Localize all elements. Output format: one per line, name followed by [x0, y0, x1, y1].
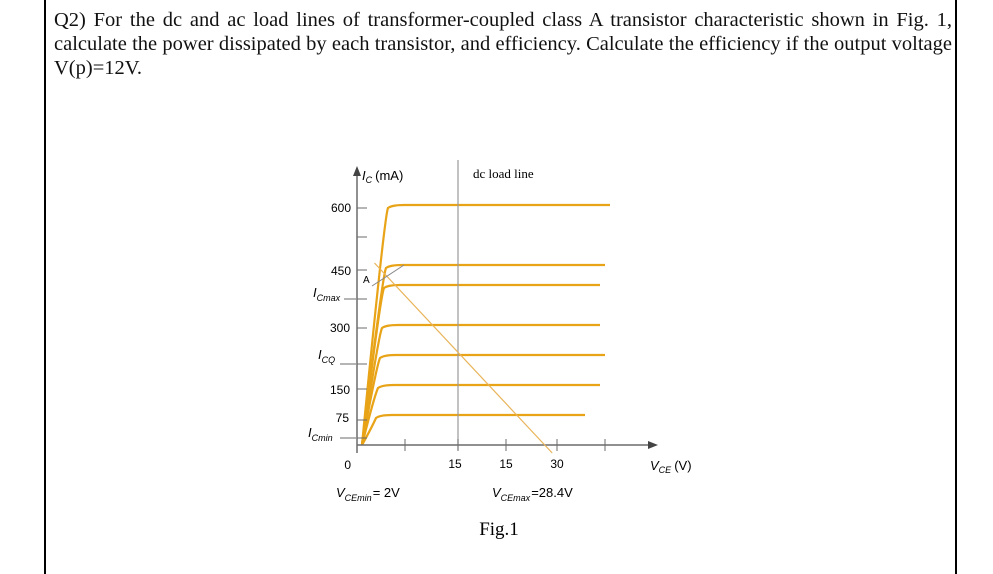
point-a-marker [372, 265, 404, 286]
collector-curve-ib5 [362, 285, 600, 445]
operating-point-label: A [363, 275, 370, 286]
ac-load-line [374, 263, 552, 453]
y-axis-arrowhead [353, 166, 361, 176]
ic-min-label: $I_{Cmin}$ [308, 425, 333, 443]
y-tick-450: 450 [330, 264, 351, 278]
collector-curve-ib1 [362, 415, 585, 445]
x-tick-15b: 15 [499, 457, 513, 471]
y-tick-0: 0 [344, 458, 351, 472]
vce-max-label: $V_{CEmax}=28.4V$ [492, 485, 573, 503]
x-axis-title: $V_{CE}$ (V) [650, 458, 692, 475]
vce-min-label: $V_{CEmin}= 2V$ [336, 485, 400, 503]
question-text: Q2) For the dc and ac load lines of transformer-coupled class A transistor characteristic shown in Fig. 1, calculate the power dissipated by each transistor, and efficiency. Calculate the efficiency if the output voltage V(p)=12V. [54, 9, 952, 79]
x-tick-15a: 15 [448, 457, 462, 471]
figure-caption: Fig.1 [479, 519, 519, 540]
x-tick-30: 30 [550, 457, 564, 471]
collector-curve-ib3 [362, 355, 605, 445]
ic-max-label: $I_{Cmax}$ [313, 285, 341, 303]
y-axis-title: $I_C$ (mA) [362, 168, 404, 185]
collector-curves [362, 205, 610, 445]
y-tick-600: 600 [330, 201, 351, 215]
dc-load-line-label: dc load line [473, 166, 534, 181]
y-tick-75: 75 [335, 411, 349, 425]
ic-q-label: $I_{CQ}$ [318, 347, 336, 365]
x-axis-arrowhead [648, 441, 658, 449]
y-tick-300: 300 [329, 321, 350, 335]
y-tick-150: 150 [329, 383, 350, 397]
